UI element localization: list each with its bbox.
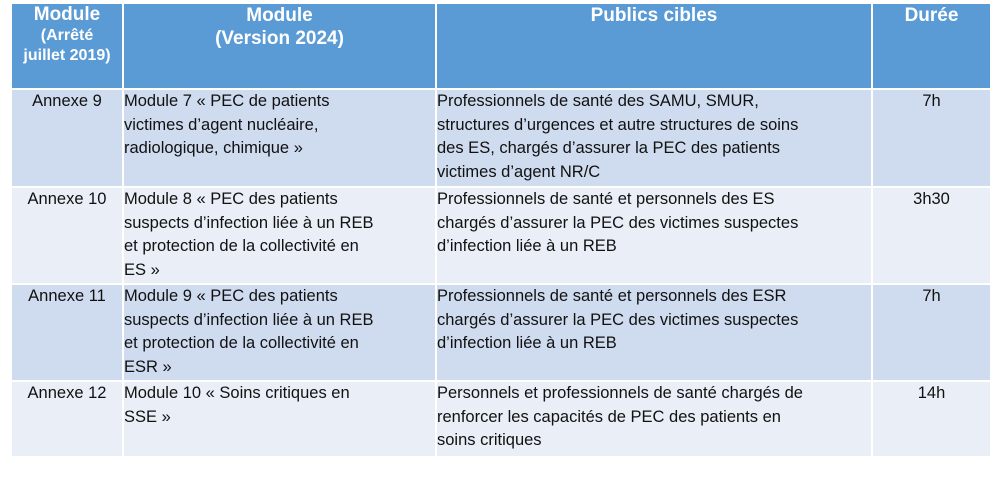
module-line: suspects d’infection liée à un REB xyxy=(124,310,374,329)
header-duree xyxy=(872,3,991,89)
header-publics-cibles xyxy=(436,3,872,89)
annexe-cell xyxy=(11,381,123,457)
publics-line: Professionnels de santé et personnels des ES xyxy=(437,190,775,208)
module-line: radiologique, chimique » xyxy=(124,139,303,157)
header-line: Module xyxy=(33,4,101,25)
module-cell xyxy=(123,89,436,187)
publics-line: renforcer les capacités de PEC des patients en xyxy=(437,407,781,426)
annexe-text: Annexe 12 xyxy=(27,384,107,402)
header-line: juillet 2019) xyxy=(23,47,111,64)
publics-cell xyxy=(436,187,872,284)
table-row xyxy=(11,284,991,381)
module-cell xyxy=(123,381,436,457)
annexe-cell xyxy=(11,284,123,381)
publics-line: Professionnels de santé des SAMU, SMUR, xyxy=(437,92,759,110)
table-row xyxy=(11,89,991,187)
duree-cell xyxy=(872,187,991,284)
duree-cell xyxy=(872,89,991,187)
annexe-cell xyxy=(11,89,123,187)
module-line: Module 10 « Soins critiques en xyxy=(124,384,350,402)
module-line: Module 7 « PEC de patients xyxy=(124,92,330,110)
duree-text: 14h xyxy=(917,384,946,402)
duree-text: 7h xyxy=(922,92,941,110)
header-module-2019 xyxy=(11,3,123,89)
publics-cell xyxy=(436,89,872,187)
module-line: SSE » xyxy=(124,407,171,426)
module-line: ES » xyxy=(124,260,160,279)
header-line: Durée xyxy=(904,5,959,26)
header-line: (Version 2024) xyxy=(215,28,344,49)
publics-line: d’infection liée à un REB xyxy=(437,334,617,352)
modules-table xyxy=(10,2,992,458)
module-line: suspects d’infection liée à un REB xyxy=(124,213,374,232)
publics-line: chargés d’assurer la PEC des victimes suspectes xyxy=(437,310,799,329)
table-body xyxy=(11,89,991,457)
header-row xyxy=(11,3,991,89)
table-row xyxy=(11,187,991,284)
publics-line: des ES, chargés d’assurer la PEC des patients xyxy=(437,139,781,157)
publics-line: Personnels et professionnels de santé chargés de xyxy=(437,384,803,402)
header-module-2024 xyxy=(123,3,436,89)
duree-text: 7h xyxy=(922,287,941,305)
module-line: victimes d’agent nucléaire, xyxy=(124,115,319,134)
publics-line: chargés d’assurer la PEC des victimes suspectes xyxy=(437,213,799,232)
publics-cell xyxy=(436,284,872,381)
module-line: Module 9 « PEC des patients xyxy=(124,287,338,305)
publics-line: soins critiques xyxy=(437,431,542,449)
annexe-text: Annexe 11 xyxy=(28,287,106,305)
annexe-text: Annexe 10 xyxy=(27,190,107,208)
header-line: Module xyxy=(246,5,313,26)
module-line: ESR » xyxy=(124,357,172,376)
duree-text: 3h30 xyxy=(913,190,950,208)
module-cell xyxy=(123,284,436,381)
duree-cell xyxy=(872,284,991,381)
publics-line: d’infection liée à un REB xyxy=(437,237,617,255)
module-line: et protection de la collectivité en xyxy=(124,237,359,255)
header-line: Publics cibles xyxy=(590,5,718,26)
table-header xyxy=(11,3,991,89)
publics-line: structures d’urgences et autre structures de soins xyxy=(437,115,799,134)
publics-cell xyxy=(436,381,872,457)
duree-cell xyxy=(872,381,991,457)
module-line: et protection de la collectivité en xyxy=(124,334,359,352)
module-line: Module 8 « PEC des patients xyxy=(124,190,338,208)
annexe-text: Annexe 9 xyxy=(32,92,102,110)
publics-line: victimes d’agent NR/C xyxy=(437,162,601,181)
header-line: (Arrêté xyxy=(40,27,94,44)
table-row xyxy=(11,381,991,457)
annexe-cell xyxy=(11,187,123,284)
publics-line: Professionnels de santé et personnels des ESR xyxy=(437,287,787,305)
module-cell xyxy=(123,187,436,284)
